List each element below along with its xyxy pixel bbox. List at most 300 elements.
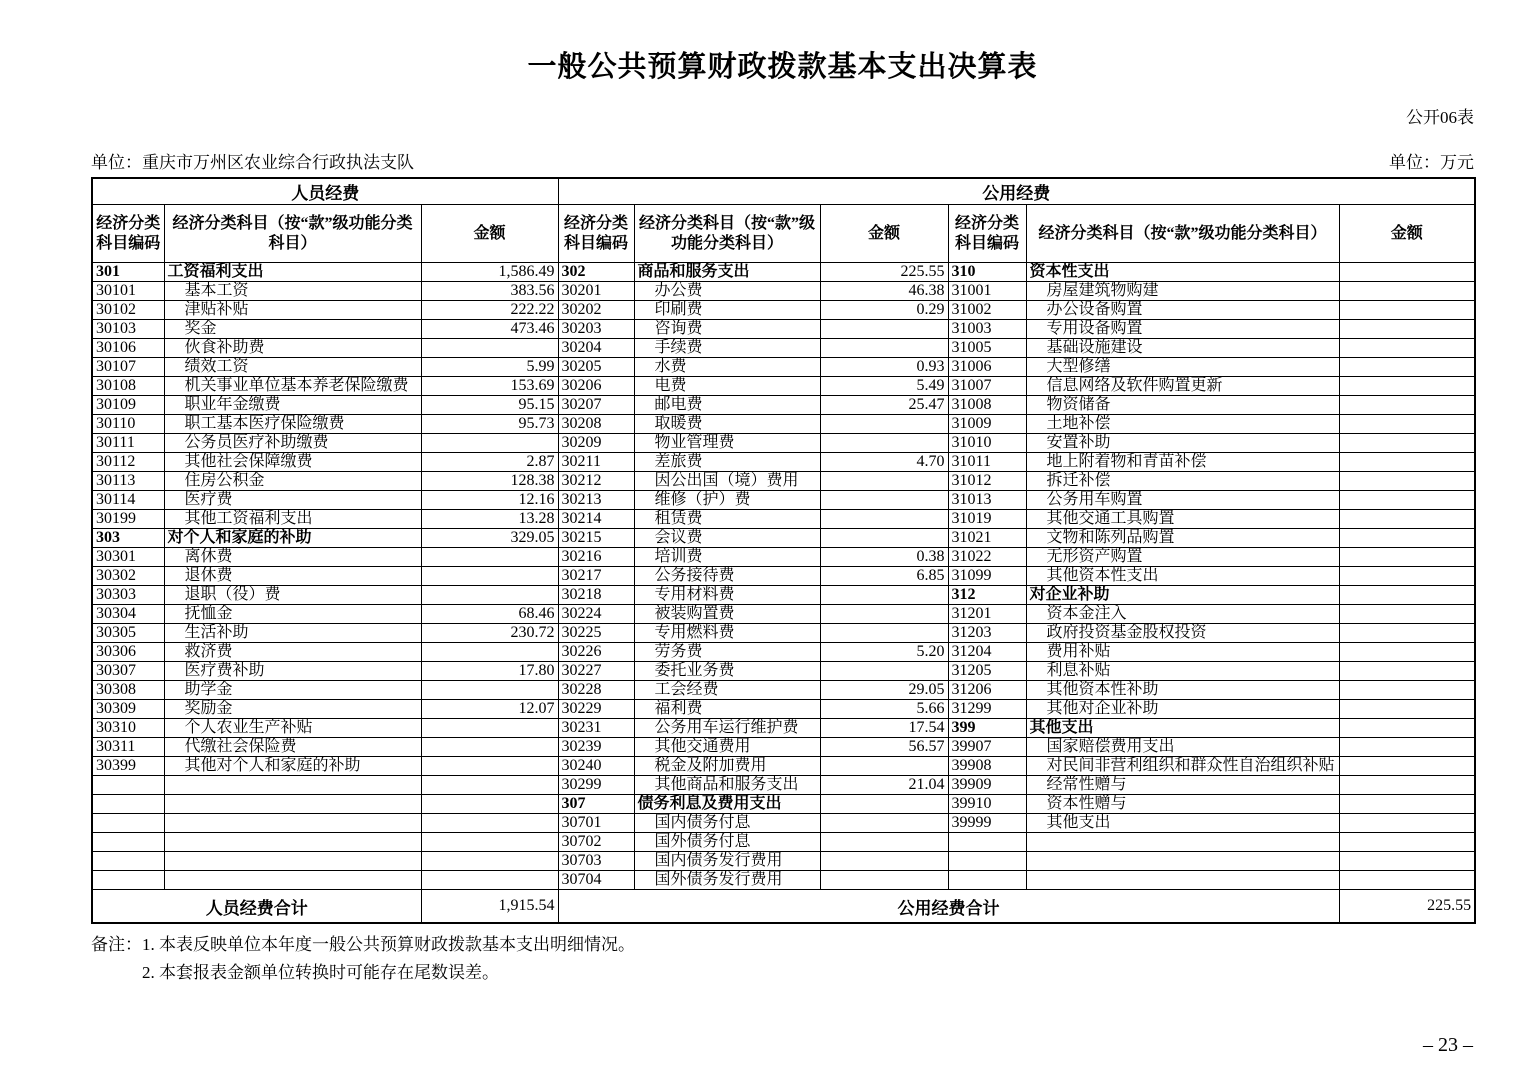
- amount-cell: [1339, 548, 1475, 567]
- amount-cell: [820, 320, 948, 339]
- code-cell: 30103: [92, 320, 164, 339]
- amount-cell: 17.80: [421, 662, 558, 681]
- amount-cell: [1339, 358, 1475, 377]
- amount-cell: [421, 795, 558, 814]
- name-cell: 物业管理费: [634, 434, 820, 453]
- code-cell: 30109: [92, 396, 164, 415]
- amount-cell: [421, 871, 558, 890]
- name-cell: 奖励金: [164, 700, 421, 719]
- name-cell: 专用设备购置: [1026, 320, 1339, 339]
- amount-cell: [820, 833, 948, 852]
- code-cell: 31022: [948, 548, 1026, 567]
- name-cell: 地上附着物和青苗补偿: [1026, 453, 1339, 472]
- code-cell: [92, 871, 164, 890]
- name-cell: 资本金注入: [1026, 605, 1339, 624]
- code-cell: 30209: [558, 434, 634, 453]
- name-cell: 费用补贴: [1026, 643, 1339, 662]
- amount-cell: 153.69: [421, 377, 558, 396]
- amount-cell: [1339, 567, 1475, 586]
- amount-cell: 222.22: [421, 301, 558, 320]
- table-row: [92, 776, 1475, 795]
- name-cell: 国外债务发行费用: [634, 871, 820, 890]
- name-cell: 代缴社会保险费: [164, 738, 421, 757]
- code-cell: 31001: [948, 282, 1026, 301]
- code-cell: 30114: [92, 491, 164, 510]
- amount-cell: [1339, 795, 1475, 814]
- code-cell: 30112: [92, 453, 164, 472]
- code-cell: 31019: [948, 510, 1026, 529]
- name-cell: 资本性赠与: [1026, 795, 1339, 814]
- code-cell: 31002: [948, 301, 1026, 320]
- code-cell: 31206: [948, 681, 1026, 700]
- group-header-public: 公用经费: [558, 178, 1475, 205]
- name-cell: 其他商品和服务支出: [634, 776, 820, 795]
- name-cell: 信息网络及软件购置更新: [1026, 377, 1339, 396]
- name-cell: 其他工资福利支出: [164, 510, 421, 529]
- code-cell: 31010: [948, 434, 1026, 453]
- code-cell: 30202: [558, 301, 634, 320]
- name-cell: 会议费: [634, 529, 820, 548]
- amount-cell: 5.66: [820, 700, 948, 719]
- name-cell: 委托业务费: [634, 662, 820, 681]
- col-header-code-1: 经济分类科目编码: [92, 205, 164, 263]
- col-header-amount-1: 金额: [421, 205, 558, 263]
- code-cell: 31299: [948, 700, 1026, 719]
- name-cell: 退职（役）费: [164, 586, 421, 605]
- name-cell: 住房公积金: [164, 472, 421, 491]
- totals-row: [92, 890, 1475, 924]
- code-cell: 31205: [948, 662, 1026, 681]
- name-cell: 抚恤金: [164, 605, 421, 624]
- table-row: [92, 415, 1475, 434]
- table-row: [92, 434, 1475, 453]
- amount-cell: [1339, 586, 1475, 605]
- name-cell: 生活补助: [164, 624, 421, 643]
- amount-cell: [1339, 776, 1475, 795]
- public-total-label: 公用经费合计: [558, 890, 1339, 924]
- name-cell: 公务用车购置: [1026, 491, 1339, 510]
- form-number-label: 公开06表: [1406, 108, 1474, 127]
- code-cell: 30106: [92, 339, 164, 358]
- code-cell: 30108: [92, 377, 164, 396]
- name-cell: 因公出国（境）费用: [634, 472, 820, 491]
- name-cell: 劳务费: [634, 643, 820, 662]
- amount-cell: 1,586.49: [421, 263, 558, 282]
- code-cell: 30211: [558, 453, 634, 472]
- code-cell: 302: [558, 263, 634, 282]
- name-cell: 其他资本性补助: [1026, 681, 1339, 700]
- amount-cell: 21.04: [820, 776, 948, 795]
- code-cell: [92, 795, 164, 814]
- name-cell: 离休费: [164, 548, 421, 567]
- table-row: [92, 263, 1475, 282]
- col-header-name-1: 经济分类科目（按“款”级功能分类科目）: [164, 205, 421, 263]
- code-cell: 30206: [558, 377, 634, 396]
- name-cell: 税金及附加费用: [634, 757, 820, 776]
- code-cell: 30101: [92, 282, 164, 301]
- code-cell: 30113: [92, 472, 164, 491]
- amount-cell: [1339, 415, 1475, 434]
- col-header-amount-2: 金额: [820, 205, 948, 263]
- code-cell: 31204: [948, 643, 1026, 662]
- code-cell: 31201: [948, 605, 1026, 624]
- table-row: [92, 586, 1475, 605]
- name-cell: 差旅费: [634, 453, 820, 472]
- code-cell: 30307: [92, 662, 164, 681]
- group-header-personnel: 人员经费: [92, 178, 558, 205]
- table-row: [92, 377, 1475, 396]
- page-title: 一般公共预算财政拨款基本支出决算表: [527, 51, 1038, 83]
- name-cell: 助学金: [164, 681, 421, 700]
- amount-cell: [421, 852, 558, 871]
- table-row: [92, 453, 1475, 472]
- code-cell: 31007: [948, 377, 1026, 396]
- table-row: [92, 339, 1475, 358]
- amount-cell: [1339, 871, 1475, 890]
- table-row: [92, 814, 1475, 833]
- amount-cell: [1339, 339, 1475, 358]
- code-cell: 31008: [948, 396, 1026, 415]
- name-cell: 基本工资: [164, 282, 421, 301]
- name-cell: 办公费: [634, 282, 820, 301]
- code-cell: 30399: [92, 757, 164, 776]
- amount-cell: 29.05: [820, 681, 948, 700]
- name-cell: 其他交通费用: [634, 738, 820, 757]
- table-row: [92, 320, 1475, 339]
- note-line-2: [91, 959, 1474, 987]
- name-cell: 个人农业生产补贴: [164, 719, 421, 738]
- name-cell: 咨询费: [634, 320, 820, 339]
- name-cell: [1026, 852, 1339, 871]
- code-cell: 30215: [558, 529, 634, 548]
- table-row: [92, 510, 1475, 529]
- table-row: [92, 491, 1475, 510]
- table-row: [92, 396, 1475, 415]
- code-cell: 30703: [558, 852, 634, 871]
- amount-cell: [1339, 700, 1475, 719]
- name-cell: 退休费: [164, 567, 421, 586]
- amount-cell: [421, 833, 558, 852]
- name-cell: 奖金: [164, 320, 421, 339]
- name-cell: [164, 776, 421, 795]
- code-cell: 30201: [558, 282, 634, 301]
- col-header-code-3: 经济分类科目编码: [948, 205, 1026, 263]
- amount-cell: 95.15: [421, 396, 558, 415]
- name-cell: 水费: [634, 358, 820, 377]
- code-cell: 39910: [948, 795, 1026, 814]
- table-row: [92, 548, 1475, 567]
- amount-cell: [820, 434, 948, 453]
- amount-cell: 5.99: [421, 358, 558, 377]
- amount-cell: [1339, 624, 1475, 643]
- name-cell: 医疗费补助: [164, 662, 421, 681]
- amount-cell: 25.47: [820, 396, 948, 415]
- amount-cell: [820, 624, 948, 643]
- report-page: [91, 0, 1474, 987]
- amount-cell: [421, 339, 558, 358]
- code-cell: 30216: [558, 548, 634, 567]
- code-cell: 30214: [558, 510, 634, 529]
- code-cell: 30229: [558, 700, 634, 719]
- code-cell: 301: [92, 263, 164, 282]
- name-cell: 手续费: [634, 339, 820, 358]
- name-cell: 其他支出: [1026, 814, 1339, 833]
- expenditure-table: [91, 177, 1476, 924]
- amount-cell: [1339, 301, 1475, 320]
- code-cell: 30199: [92, 510, 164, 529]
- name-cell: 其他社会保障缴费: [164, 453, 421, 472]
- code-cell: 30299: [558, 776, 634, 795]
- table-row: [92, 624, 1475, 643]
- name-cell: 拆迁补偿: [1026, 472, 1339, 491]
- name-cell: [1026, 871, 1339, 890]
- table-row: [92, 605, 1475, 624]
- amount-cell: [1339, 472, 1475, 491]
- code-cell: [92, 814, 164, 833]
- table-body: [92, 263, 1475, 890]
- amount-cell: 13.28: [421, 510, 558, 529]
- table-row: [92, 567, 1475, 586]
- code-cell: 30305: [92, 624, 164, 643]
- name-cell: 电费: [634, 377, 820, 396]
- name-cell: [164, 852, 421, 871]
- amount-cell: [1339, 491, 1475, 510]
- code-cell: 30304: [92, 605, 164, 624]
- amount-cell: 6.85: [820, 567, 948, 586]
- amount-cell: 56.57: [820, 738, 948, 757]
- code-cell: 31203: [948, 624, 1026, 643]
- name-cell: [1026, 833, 1339, 852]
- name-cell: 房屋建筑物购建: [1026, 282, 1339, 301]
- amount-cell: 0.93: [820, 358, 948, 377]
- amount-cell: [1339, 605, 1475, 624]
- name-cell: 安置补助: [1026, 434, 1339, 453]
- name-cell: 经常性赠与: [1026, 776, 1339, 795]
- code-cell: [92, 776, 164, 795]
- amount-cell: [1339, 263, 1475, 282]
- name-cell: [164, 833, 421, 852]
- page-number: – 23 –: [1423, 1034, 1473, 1056]
- name-cell: 绩效工资: [164, 358, 421, 377]
- amount-cell: [1339, 377, 1475, 396]
- amount-cell: [820, 586, 948, 605]
- code-cell: 30226: [558, 643, 634, 662]
- name-cell: 工资福利支出: [164, 263, 421, 282]
- code-cell: 307: [558, 795, 634, 814]
- code-cell: 30107: [92, 358, 164, 377]
- code-cell: 31099: [948, 567, 1026, 586]
- reporting-unit-label: 单位：重庆市万州区农业综合行政执法支队: [91, 153, 414, 172]
- amount-cell: [820, 529, 948, 548]
- name-cell: 其他对企业补助: [1026, 700, 1339, 719]
- amount-cell: [820, 339, 948, 358]
- amount-cell: [1339, 738, 1475, 757]
- code-cell: 30224: [558, 605, 634, 624]
- code-cell: 30212: [558, 472, 634, 491]
- amount-cell: [820, 662, 948, 681]
- table-row: [92, 700, 1475, 719]
- code-cell: 30301: [92, 548, 164, 567]
- name-cell: 医疗费: [164, 491, 421, 510]
- code-cell: 303: [92, 529, 164, 548]
- amount-cell: [421, 681, 558, 700]
- amount-cell: [1339, 852, 1475, 871]
- code-cell: 30204: [558, 339, 634, 358]
- amount-cell: 68.46: [421, 605, 558, 624]
- code-cell: 30102: [92, 301, 164, 320]
- table-row: [92, 681, 1475, 700]
- note-line-1: [91, 931, 1474, 959]
- amount-cell: [1339, 833, 1475, 852]
- table-row: [92, 719, 1475, 738]
- amount-cell: 5.49: [820, 377, 948, 396]
- amount-cell: 4.70: [820, 453, 948, 472]
- amount-cell: [421, 548, 558, 567]
- amount-cell: [820, 491, 948, 510]
- name-cell: 专用燃料费: [634, 624, 820, 643]
- note-text-1: 1. 本表反映单位本年度一般公共预算财政拨款基本支出明细情况。: [142, 935, 635, 954]
- name-cell: 利息补贴: [1026, 662, 1339, 681]
- amount-cell: [820, 795, 948, 814]
- name-cell: 职业年金缴费: [164, 396, 421, 415]
- table-row: [92, 852, 1475, 871]
- amount-cell: [820, 605, 948, 624]
- code-cell: 31013: [948, 491, 1026, 510]
- code-cell: 39907: [948, 738, 1026, 757]
- table-row: [92, 662, 1475, 681]
- name-cell: 租赁费: [634, 510, 820, 529]
- amount-cell: 225.55: [820, 263, 948, 282]
- name-cell: 对民间非营利组织和群众性自治组织补贴: [1026, 757, 1339, 776]
- code-cell: 31012: [948, 472, 1026, 491]
- amount-cell: 0.29: [820, 301, 948, 320]
- name-cell: 公务员医疗补助缴费: [164, 434, 421, 453]
- amount-cell: [820, 757, 948, 776]
- table-row: [92, 301, 1475, 320]
- name-cell: 物资储备: [1026, 396, 1339, 415]
- code-cell: [948, 871, 1026, 890]
- name-cell: 取暖费: [634, 415, 820, 434]
- code-cell: 30111: [92, 434, 164, 453]
- amount-cell: [421, 434, 558, 453]
- name-cell: [164, 871, 421, 890]
- code-cell: 30309: [92, 700, 164, 719]
- code-cell: 39999: [948, 814, 1026, 833]
- table-row: [92, 529, 1475, 548]
- code-cell: 30311: [92, 738, 164, 757]
- table-row: [92, 472, 1475, 491]
- col-header-amount-3: 金额: [1339, 205, 1475, 263]
- name-cell: 伙食补助费: [164, 339, 421, 358]
- amount-cell: [1339, 757, 1475, 776]
- name-cell: 其他对个人和家庭的补助: [164, 757, 421, 776]
- amount-cell: [421, 776, 558, 795]
- table-row: [92, 795, 1475, 814]
- name-cell: 政府投资基金股权投资: [1026, 624, 1339, 643]
- code-cell: 31006: [948, 358, 1026, 377]
- code-cell: 30203: [558, 320, 634, 339]
- amount-cell: 5.20: [820, 643, 948, 662]
- name-cell: 文物和陈列品购置: [1026, 529, 1339, 548]
- name-cell: 职工基本医疗保险缴费: [164, 415, 421, 434]
- name-cell: 土地补偿: [1026, 415, 1339, 434]
- name-cell: 基础设施建设: [1026, 339, 1339, 358]
- code-cell: 30239: [558, 738, 634, 757]
- table-row: [92, 358, 1475, 377]
- amount-cell: [421, 814, 558, 833]
- code-cell: 30225: [558, 624, 634, 643]
- amount-cell: 329.05: [421, 529, 558, 548]
- code-cell: 31003: [948, 320, 1026, 339]
- code-cell: 30704: [558, 871, 634, 890]
- name-cell: 被装购置费: [634, 605, 820, 624]
- amount-cell: [421, 757, 558, 776]
- code-cell: 30218: [558, 586, 634, 605]
- name-cell: 其他交通工具购置: [1026, 510, 1339, 529]
- amount-cell: 230.72: [421, 624, 558, 643]
- code-cell: 31009: [948, 415, 1026, 434]
- code-cell: 310: [948, 263, 1026, 282]
- name-cell: 债务利息及费用支出: [634, 795, 820, 814]
- code-cell: 31021: [948, 529, 1026, 548]
- public-total-amount: 225.55: [1339, 890, 1475, 924]
- code-cell: 30228: [558, 681, 634, 700]
- amount-cell: [1339, 320, 1475, 339]
- name-cell: 公务接待费: [634, 567, 820, 586]
- amount-cell: 12.07: [421, 700, 558, 719]
- amount-cell: [820, 814, 948, 833]
- name-cell: 福利费: [634, 700, 820, 719]
- name-cell: 津贴补贴: [164, 301, 421, 320]
- amount-cell: [820, 852, 948, 871]
- amount-cell: [1339, 396, 1475, 415]
- amount-cell: [820, 472, 948, 491]
- name-cell: 对个人和家庭的补助: [164, 529, 421, 548]
- code-cell: 312: [948, 586, 1026, 605]
- code-cell: 30701: [558, 814, 634, 833]
- amount-cell: 17.54: [820, 719, 948, 738]
- amount-cell: 473.46: [421, 320, 558, 339]
- code-cell: [92, 852, 164, 871]
- table-row: [92, 282, 1475, 301]
- amount-cell: [820, 871, 948, 890]
- amount-cell: [1339, 719, 1475, 738]
- code-cell: [92, 833, 164, 852]
- name-cell: 培训费: [634, 548, 820, 567]
- code-cell: 31011: [948, 453, 1026, 472]
- amount-cell: 2.87: [421, 453, 558, 472]
- name-cell: 公务用车运行维护费: [634, 719, 820, 738]
- name-cell: 办公设备购置: [1026, 301, 1339, 320]
- notes-label: 备注：: [91, 935, 142, 954]
- currency-unit-label: 单位：万元: [1389, 153, 1474, 172]
- name-cell: [164, 795, 421, 814]
- amount-cell: 46.38: [820, 282, 948, 301]
- code-cell: 30308: [92, 681, 164, 700]
- name-cell: 专用材料费: [634, 586, 820, 605]
- code-cell: 31005: [948, 339, 1026, 358]
- name-cell: 对企业补助: [1026, 586, 1339, 605]
- name-cell: 机关事业单位基本养老保险缴费: [164, 377, 421, 396]
- name-cell: 商品和服务支出: [634, 263, 820, 282]
- amount-cell: [1339, 643, 1475, 662]
- amount-cell: [421, 567, 558, 586]
- amount-cell: [820, 415, 948, 434]
- amount-cell: 128.38: [421, 472, 558, 491]
- amount-cell: [1339, 282, 1475, 301]
- code-cell: 30213: [558, 491, 634, 510]
- code-cell: [948, 833, 1026, 852]
